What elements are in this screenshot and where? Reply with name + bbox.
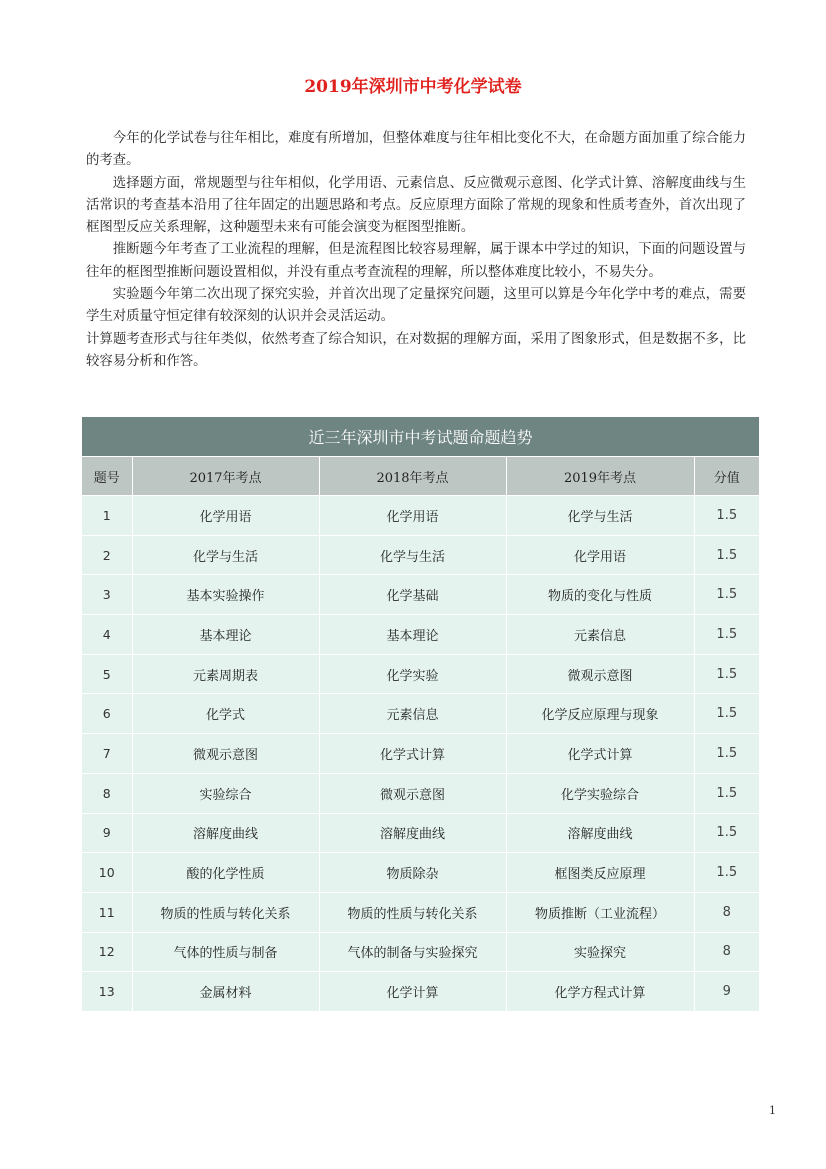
paragraph-experiment-questions: 实验题今年第二次出现了探究实验，并首次出现了定量探究问题，这里可以算是今年化学中考的难点，需要学生对质量守恒定律有较深刻的认识并会灵活运动。: [86, 287, 746, 325]
table-row: [82, 932, 759, 972]
table-row: [82, 615, 759, 655]
cell-2019-topic: 框图类反应原理: [506, 853, 694, 893]
cell-score: 1.5: [694, 734, 759, 774]
cell-2018-topic: 化学计算: [319, 972, 506, 1012]
cell-score: 1.5: [694, 694, 759, 734]
paragraph-choice-questions: 选择题方面，常规题型与往年相似，化学用语、元素信息、反应微观示意图、化学式计算、溶解度曲线与生活常识的考查基本沿用了往年固定的出题思路和考点。反应原理方面除了常规的现象和性质考查外，首次出现了框图型反应关系理解，这种题型未来有可能会演变为框图型推断。: [86, 175, 746, 236]
header-2019-topics: 2019年考点: [506, 457, 694, 496]
document-title: 2019年深圳市中考化学试卷: [304, 77, 522, 97]
cell-2018-topic: 化学基础: [319, 575, 506, 615]
table-row: [82, 773, 759, 813]
cell-score: 1.5: [694, 773, 759, 813]
table-row: [82, 734, 759, 774]
cell-question-number: 5: [82, 654, 132, 694]
cell-2019-topic: 物质推断（工业流程）: [506, 892, 694, 932]
table-row: [82, 972, 759, 1012]
header-question-number: 题号: [82, 457, 132, 496]
cell-2018-topic: 微观示意图: [319, 773, 506, 813]
cell-score: 1.5: [694, 654, 759, 694]
cell-2017-topic: 金属材料: [132, 972, 319, 1012]
cell-2019-topic: 实验探究: [506, 932, 694, 972]
cell-2018-topic: 溶解度曲线: [319, 813, 506, 853]
header-score: 分值: [694, 457, 759, 496]
cell-score: 8: [694, 892, 759, 932]
cell-score: 1.5: [694, 575, 759, 615]
cell-2018-topic: 化学式计算: [319, 734, 506, 774]
cell-2019-topic: 物质的变化与性质: [506, 575, 694, 615]
table-body: [82, 496, 759, 1012]
cell-2017-topic: 微观示意图: [132, 734, 319, 774]
cell-2019-topic: 元素信息: [506, 615, 694, 655]
table-row: [82, 575, 759, 615]
cell-2018-topic: 基本理论: [319, 615, 506, 655]
table-header-row: [82, 457, 759, 496]
cell-2019-topic: 化学反应原理与现象: [506, 694, 694, 734]
paragraph-inference-questions: 推断题今年考查了工业流程的理解，但是流程图比较容易理解，属于课本中学过的知识，下面的问题设置与往年的框图型推断问题设置相似，并没有重点考查流程的理解，所以整体难度比较小，不易失分。: [86, 242, 746, 280]
cell-question-number: 6: [82, 694, 132, 734]
cell-score: 1.5: [694, 813, 759, 853]
cell-2019-topic: 化学式计算: [506, 734, 694, 774]
cell-2017-topic: 元素周期表: [132, 654, 319, 694]
cell-2017-topic: 酸的化学性质: [132, 853, 319, 893]
cell-2019-topic: 溶解度曲线: [506, 813, 694, 853]
cell-2017-topic: 化学与生活: [132, 535, 319, 575]
header-2018-topics: 2018年考点: [319, 457, 506, 496]
intro-text: [86, 128, 746, 373]
table-row: [82, 892, 759, 932]
table-row: [82, 694, 759, 734]
cell-score: 9: [694, 972, 759, 1012]
table-row: [82, 813, 759, 853]
cell-question-number: 3: [82, 575, 132, 615]
cell-score: 1.5: [694, 615, 759, 655]
cell-2019-topic: 化学与生活: [506, 496, 694, 536]
cell-2018-topic: 物质的性质与转化关系: [319, 892, 506, 932]
cell-2017-topic: 基本理论: [132, 615, 319, 655]
cell-2017-topic: 化学用语: [132, 496, 319, 536]
cell-2017-topic: 实验综合: [132, 773, 319, 813]
paragraph-calculation-questions: 计算题考查形式与往年类似，依然考查了综合知识，在对数据的理解方面，采用了图象形式，但是数据不多，比较容易分析和作答。: [86, 331, 746, 369]
cell-question-number: 13: [82, 972, 132, 1012]
cell-2017-topic: 溶解度曲线: [132, 813, 319, 853]
table-caption: 近三年深圳市中考试题命题趋势: [82, 417, 759, 457]
cell-2018-topic: 元素信息: [319, 694, 506, 734]
cell-2018-topic: 物质除杂: [319, 853, 506, 893]
exam-trend-table: [82, 417, 759, 1012]
cell-2018-topic: 化学与生活: [319, 535, 506, 575]
cell-2019-topic: 化学方程式计算: [506, 972, 694, 1012]
cell-2019-topic: 化学用语: [506, 535, 694, 575]
table-row: [82, 496, 759, 536]
cell-2018-topic: 气体的制备与实验探究: [319, 932, 506, 972]
cell-question-number: 8: [82, 773, 132, 813]
cell-2017-topic: 气体的性质与制备: [132, 932, 319, 972]
paragraph-overview: 今年的化学试卷与往年相比，难度有所增加，但整体难度与往年相比变化不大，在命题方面加重了综合能力的考查。: [86, 131, 746, 169]
cell-question-number: 2: [82, 535, 132, 575]
cell-question-number: 1: [82, 496, 132, 536]
cell-2019-topic: 微观示意图: [506, 654, 694, 694]
cell-question-number: 4: [82, 615, 132, 655]
page-number: 1: [769, 1104, 776, 1117]
cell-2017-topic: 基本实验操作: [132, 575, 319, 615]
table-row: [82, 535, 759, 575]
cell-question-number: 7: [82, 734, 132, 774]
cell-score: 1.5: [694, 535, 759, 575]
cell-score: 8: [694, 932, 759, 972]
cell-score: 1.5: [694, 496, 759, 536]
cell-2017-topic: 化学式: [132, 694, 319, 734]
table-row: [82, 853, 759, 893]
cell-score: 1.5: [694, 853, 759, 893]
cell-2018-topic: 化学用语: [319, 496, 506, 536]
cell-2018-topic: 化学实验: [319, 654, 506, 694]
cell-question-number: 12: [82, 932, 132, 972]
cell-question-number: 9: [82, 813, 132, 853]
cell-question-number: 11: [82, 892, 132, 932]
cell-question-number: 10: [82, 853, 132, 893]
cell-2019-topic: 化学实验综合: [506, 773, 694, 813]
header-2017-topics: 2017年考点: [132, 457, 319, 496]
cell-2017-topic: 物质的性质与转化关系: [132, 892, 319, 932]
table-row: [82, 654, 759, 694]
